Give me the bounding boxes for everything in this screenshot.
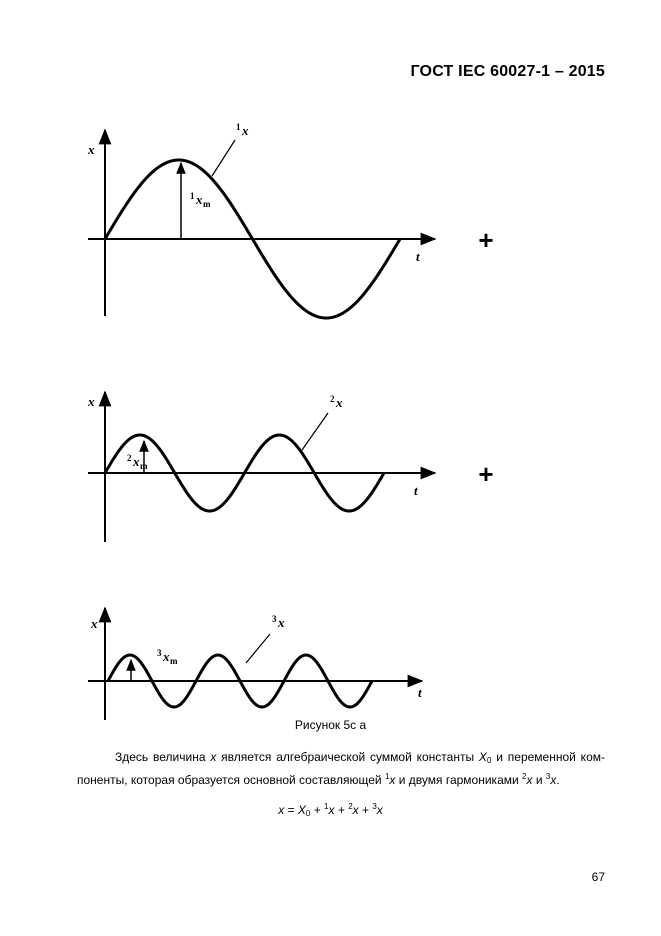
page-number: 67 xyxy=(591,870,605,884)
graph-second-harmonic xyxy=(87,392,494,542)
operator-plus-2: + xyxy=(478,459,494,489)
graph3-amplitude-label: 3 xm xyxy=(157,648,178,666)
graph3-curve-label: 3 x xyxy=(272,614,285,630)
explanation-paragraph xyxy=(77,746,605,792)
graph2-y-label: x xyxy=(88,394,95,409)
operator-plus-1: + xyxy=(478,225,494,255)
paragraph-line-2: поненты, которая образуется основной составляющей $^1$x и двумя гармониками $^2$x и $^3$x. xyxy=(77,772,560,787)
graph2-leader-line xyxy=(302,413,328,450)
figure-caption: Рисунок 5с а xyxy=(294,718,367,732)
graph2-curve-label: 2 x xyxy=(330,394,343,410)
graph1-curve-label: 1 x xyxy=(236,122,249,138)
paragraph-line-1: Здесь величина x является алгебраической суммой константы $X_0$ и переменной ком- xyxy=(115,750,605,765)
graph2-t-label: t xyxy=(414,483,418,498)
sum-formula: $x = X_0 + ^1x + ^2x + ^3x$ xyxy=(278,802,383,818)
graph2-amplitude-label: 2 xm xyxy=(127,453,148,471)
graph1-amplitude-label: 1 xm xyxy=(190,191,211,209)
graph3-leader-line xyxy=(246,634,270,663)
graph1-leader-line xyxy=(212,140,235,176)
graph1-y-label: x xyxy=(88,142,95,157)
graph-third-harmonic xyxy=(88,608,422,720)
document-header: ГОСТ IEC 60027-1 – 2015 xyxy=(410,63,605,80)
graph1-t-label: t xyxy=(416,249,420,264)
graph3-y-label: x xyxy=(91,616,98,631)
graph3-t-label: t xyxy=(418,685,422,700)
graph-fundamental xyxy=(87,122,494,318)
